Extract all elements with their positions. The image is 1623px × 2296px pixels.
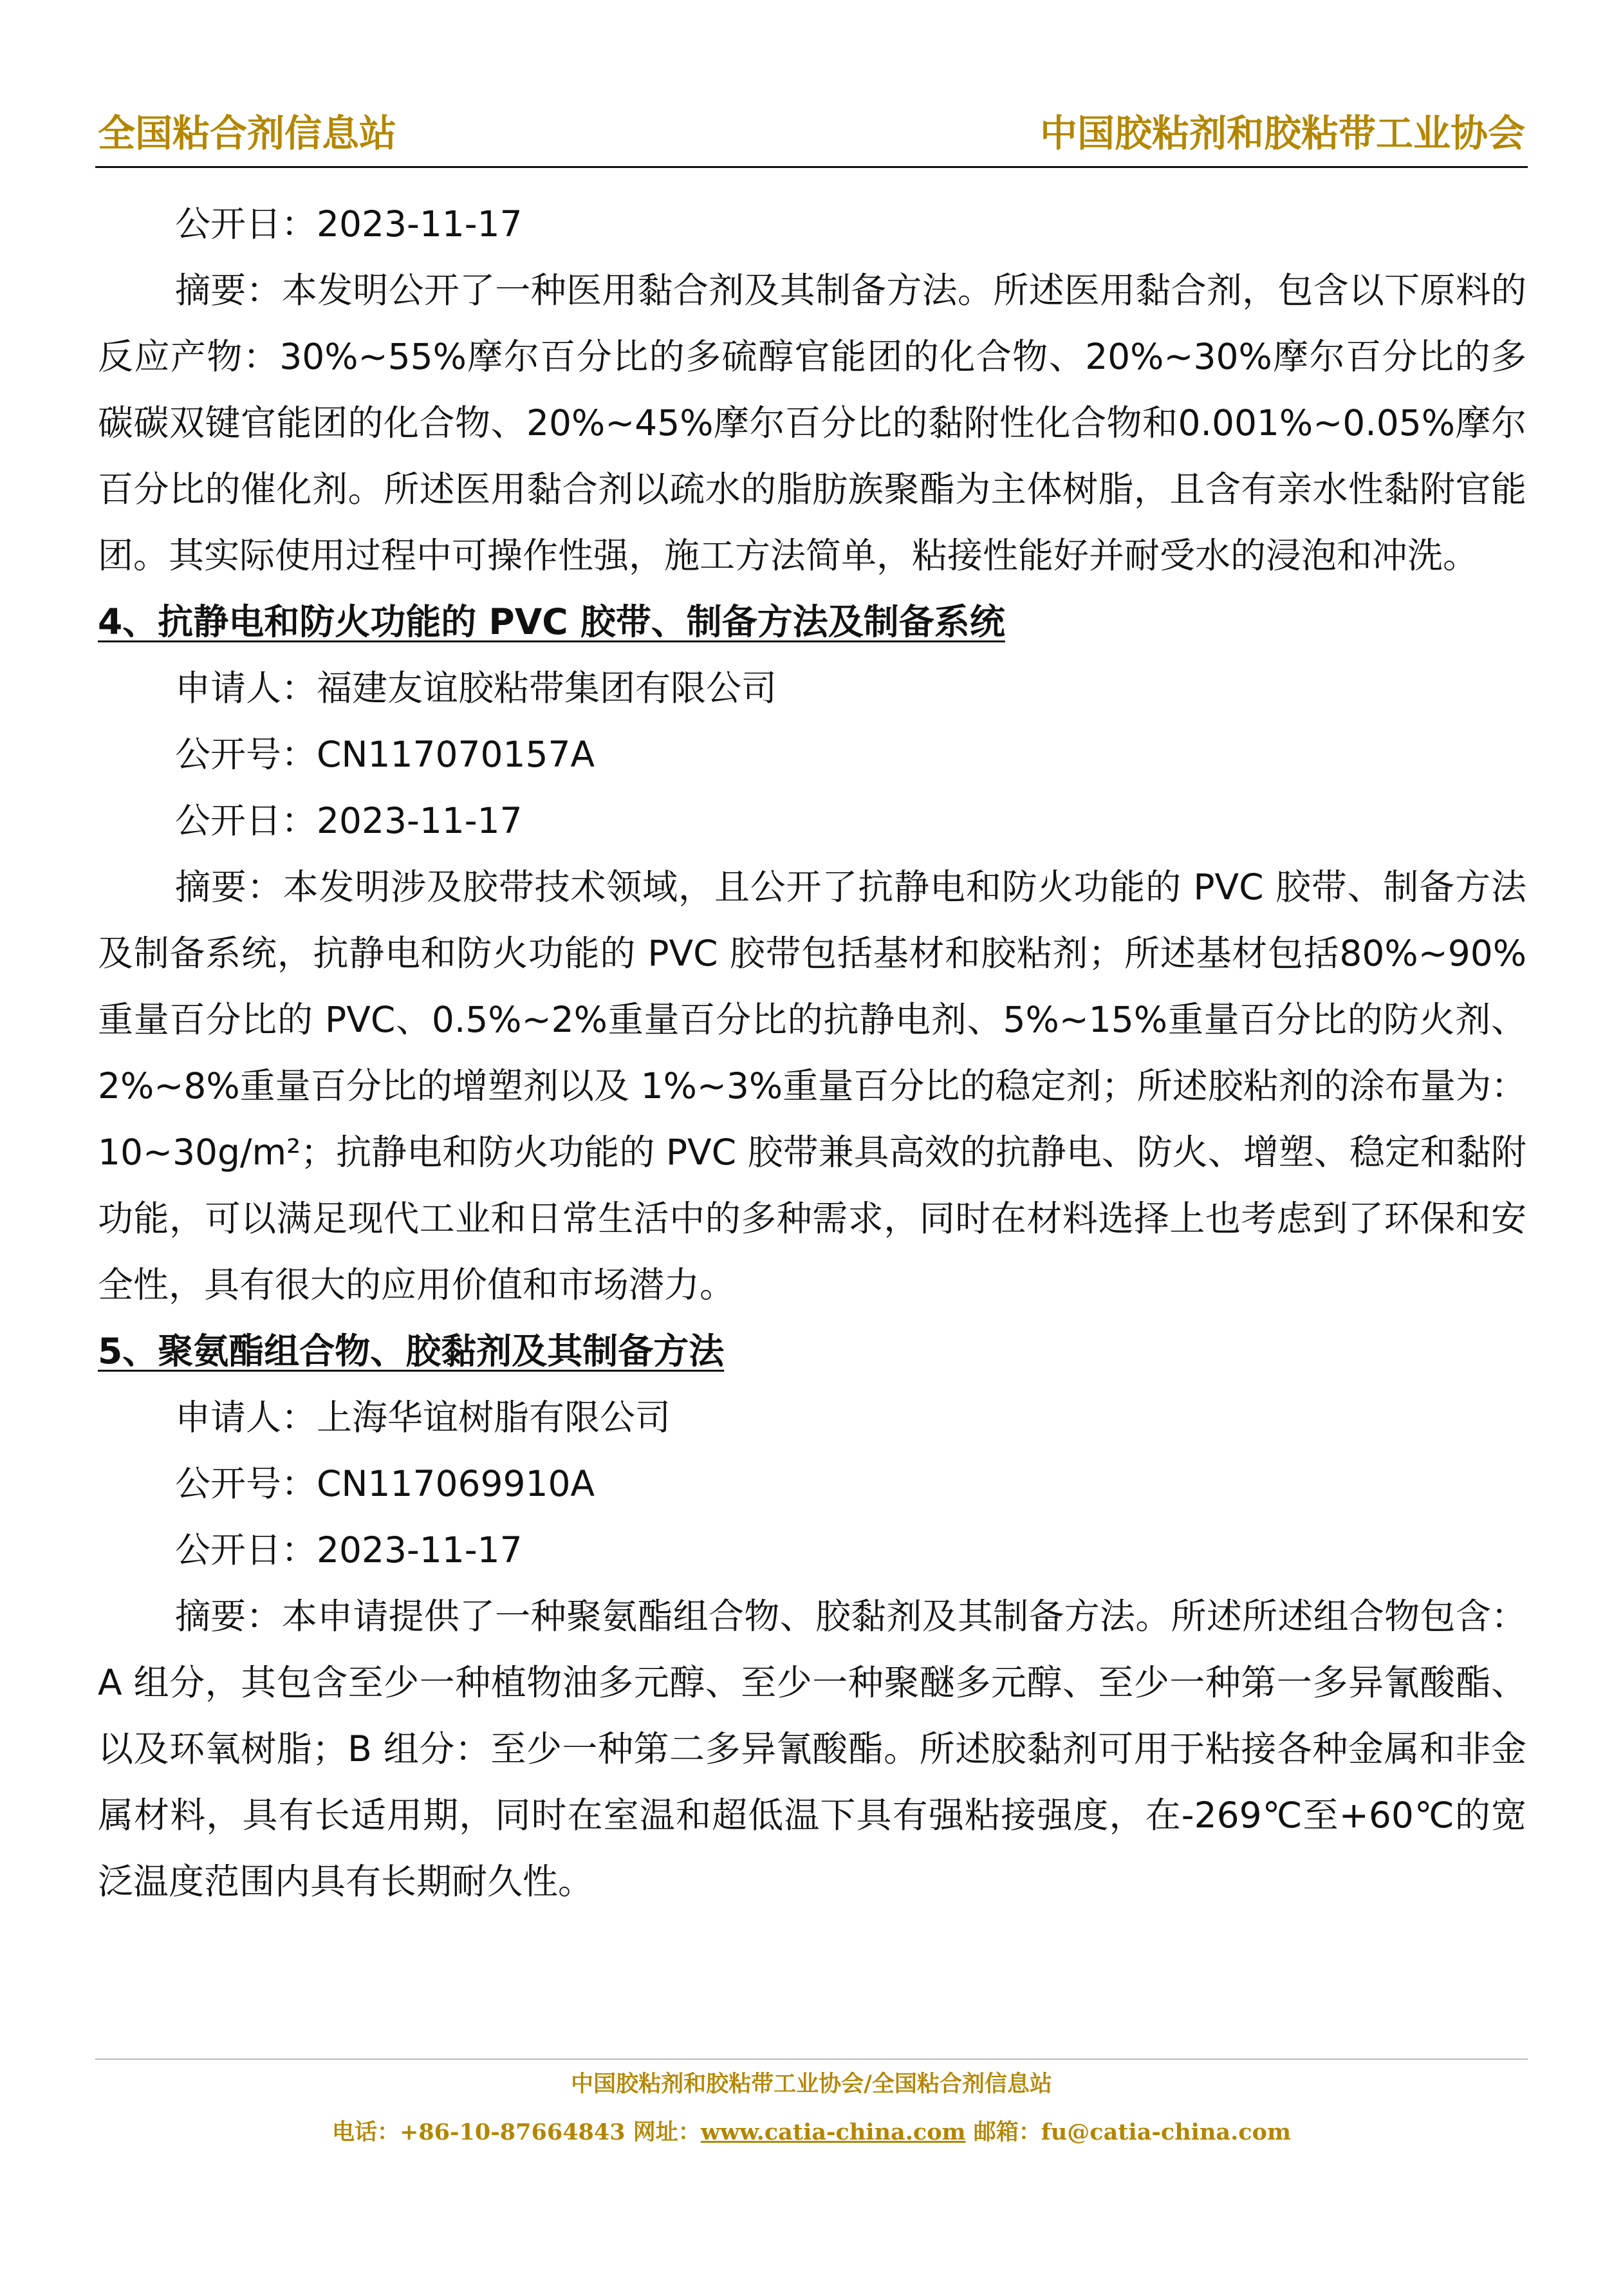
footer-website-link[interactable]: www.catia-china.com: [700, 2119, 966, 2145]
patent-entry-4: [98, 589, 1526, 1318]
publication-date: 公开日：2023-11-17: [175, 1529, 523, 1571]
publication-number: 公开号：CN117069910A: [175, 1463, 595, 1504]
page-header-right: 中国胶粘剂和胶粘带工业协会: [1039, 111, 1525, 155]
applicant: 申请人：上海华谊树脂有限公司: [175, 1397, 671, 1438]
patent-entry-3-continued: [98, 191, 1526, 589]
footer-phone: 电话：+86-10-87664843 网址：: [332, 2119, 701, 2145]
document-body: [98, 191, 1526, 1915]
patent-title: 5、聚氨酯组合物、胶黏剂及其制备方法: [98, 1330, 725, 1372]
publication-date: 公开日：2023-11-17: [175, 203, 523, 245]
page-header-left: 全国粘合剂信息站: [98, 111, 397, 155]
patent-abstract: 摘要：本发明涉及胶带技术领域，且公开了抗静电和防火功能的 PVC 胶带、制备方法及制备系统，抗静电和防火功能的 PVC 胶带包括基材和胶粘剂；所述基材包括80%~90%重量百分比的 PVC、0.5%~2%重量百分比的抗静电剂、5%~15%重量百分比的防火剂、2%~8%重量百分比的增塑剂以及 1%~3%重量百分比的稳定剂；所述胶粘剂的涂布量为：10~30g/m²；抗静电和防火功能的 PVC 胶带兼具高效的抗静电、防火、增塑、稳定和黏附功能，可以满足现代工业和日常生活中的多种需求，同时在材料选择上也考虑到了环保和安全性，具有很大的应用价值和市场潜力。: [98, 866, 1526, 1305]
header-divider: [95, 166, 1528, 168]
patent-entry-5: [98, 1318, 1526, 1915]
patent-title: 4、抗静电和防火功能的 PVC 胶带、制备方法及制备系统: [98, 601, 1005, 642]
footer-divider: [95, 2058, 1528, 2060]
footer-email: 邮箱：fu@catia-china.com: [965, 2119, 1291, 2145]
publication-number: 公开号：CN117070157A: [175, 734, 595, 775]
applicant: 申请人：福建友谊胶粘带集团有限公司: [175, 667, 777, 709]
footer-contact: [0, 2113, 1623, 2152]
patent-abstract: 摘要：本申请提供了一种聚氨酯组合物、胶黏剂及其制备方法。所述所述组合物包含：A 组分，其包含至少一种植物油多元醇、至少一种聚醚多元醇、至少一种第一多异氰酸酯、以及环氧树脂；B 组分：至少一种第二多异氰酸酯。所述胶黏剂可用于粘接各种金属和非金属材料，具有长适用期，同时在室温和超低温下具有强粘接强度，在-269℃至+60℃的宽泛温度范围内具有长期耐久性。: [98, 1596, 1526, 1902]
patent-abstract: 摘要：本发明公开了一种医用黏合剂及其制备方法。所述医用黏合剂，包含以下原料的反应产物：30%~55%摩尔百分比的多硫醇官能团的化合物、20%~30%摩尔百分比的多碳碳双键官能团的化合物、20%~45%摩尔百分比的黏附性化合物和0.001%~0.05%摩尔百分比的催化剂。所述医用黏合剂以疏水的脂肪族聚酯为主体树脂，且含有亲水性黏附官能团。其实际使用过程中可操作性强，施工方法简单，粘接性能好并耐受水的浸泡和冲洗。: [98, 270, 1526, 576]
footer-organization: 中国胶粘剂和胶粘带工业协会/全国粘合剂信息站: [571, 2071, 1052, 2097]
publication-date: 公开日：2023-11-17: [175, 800, 523, 841]
